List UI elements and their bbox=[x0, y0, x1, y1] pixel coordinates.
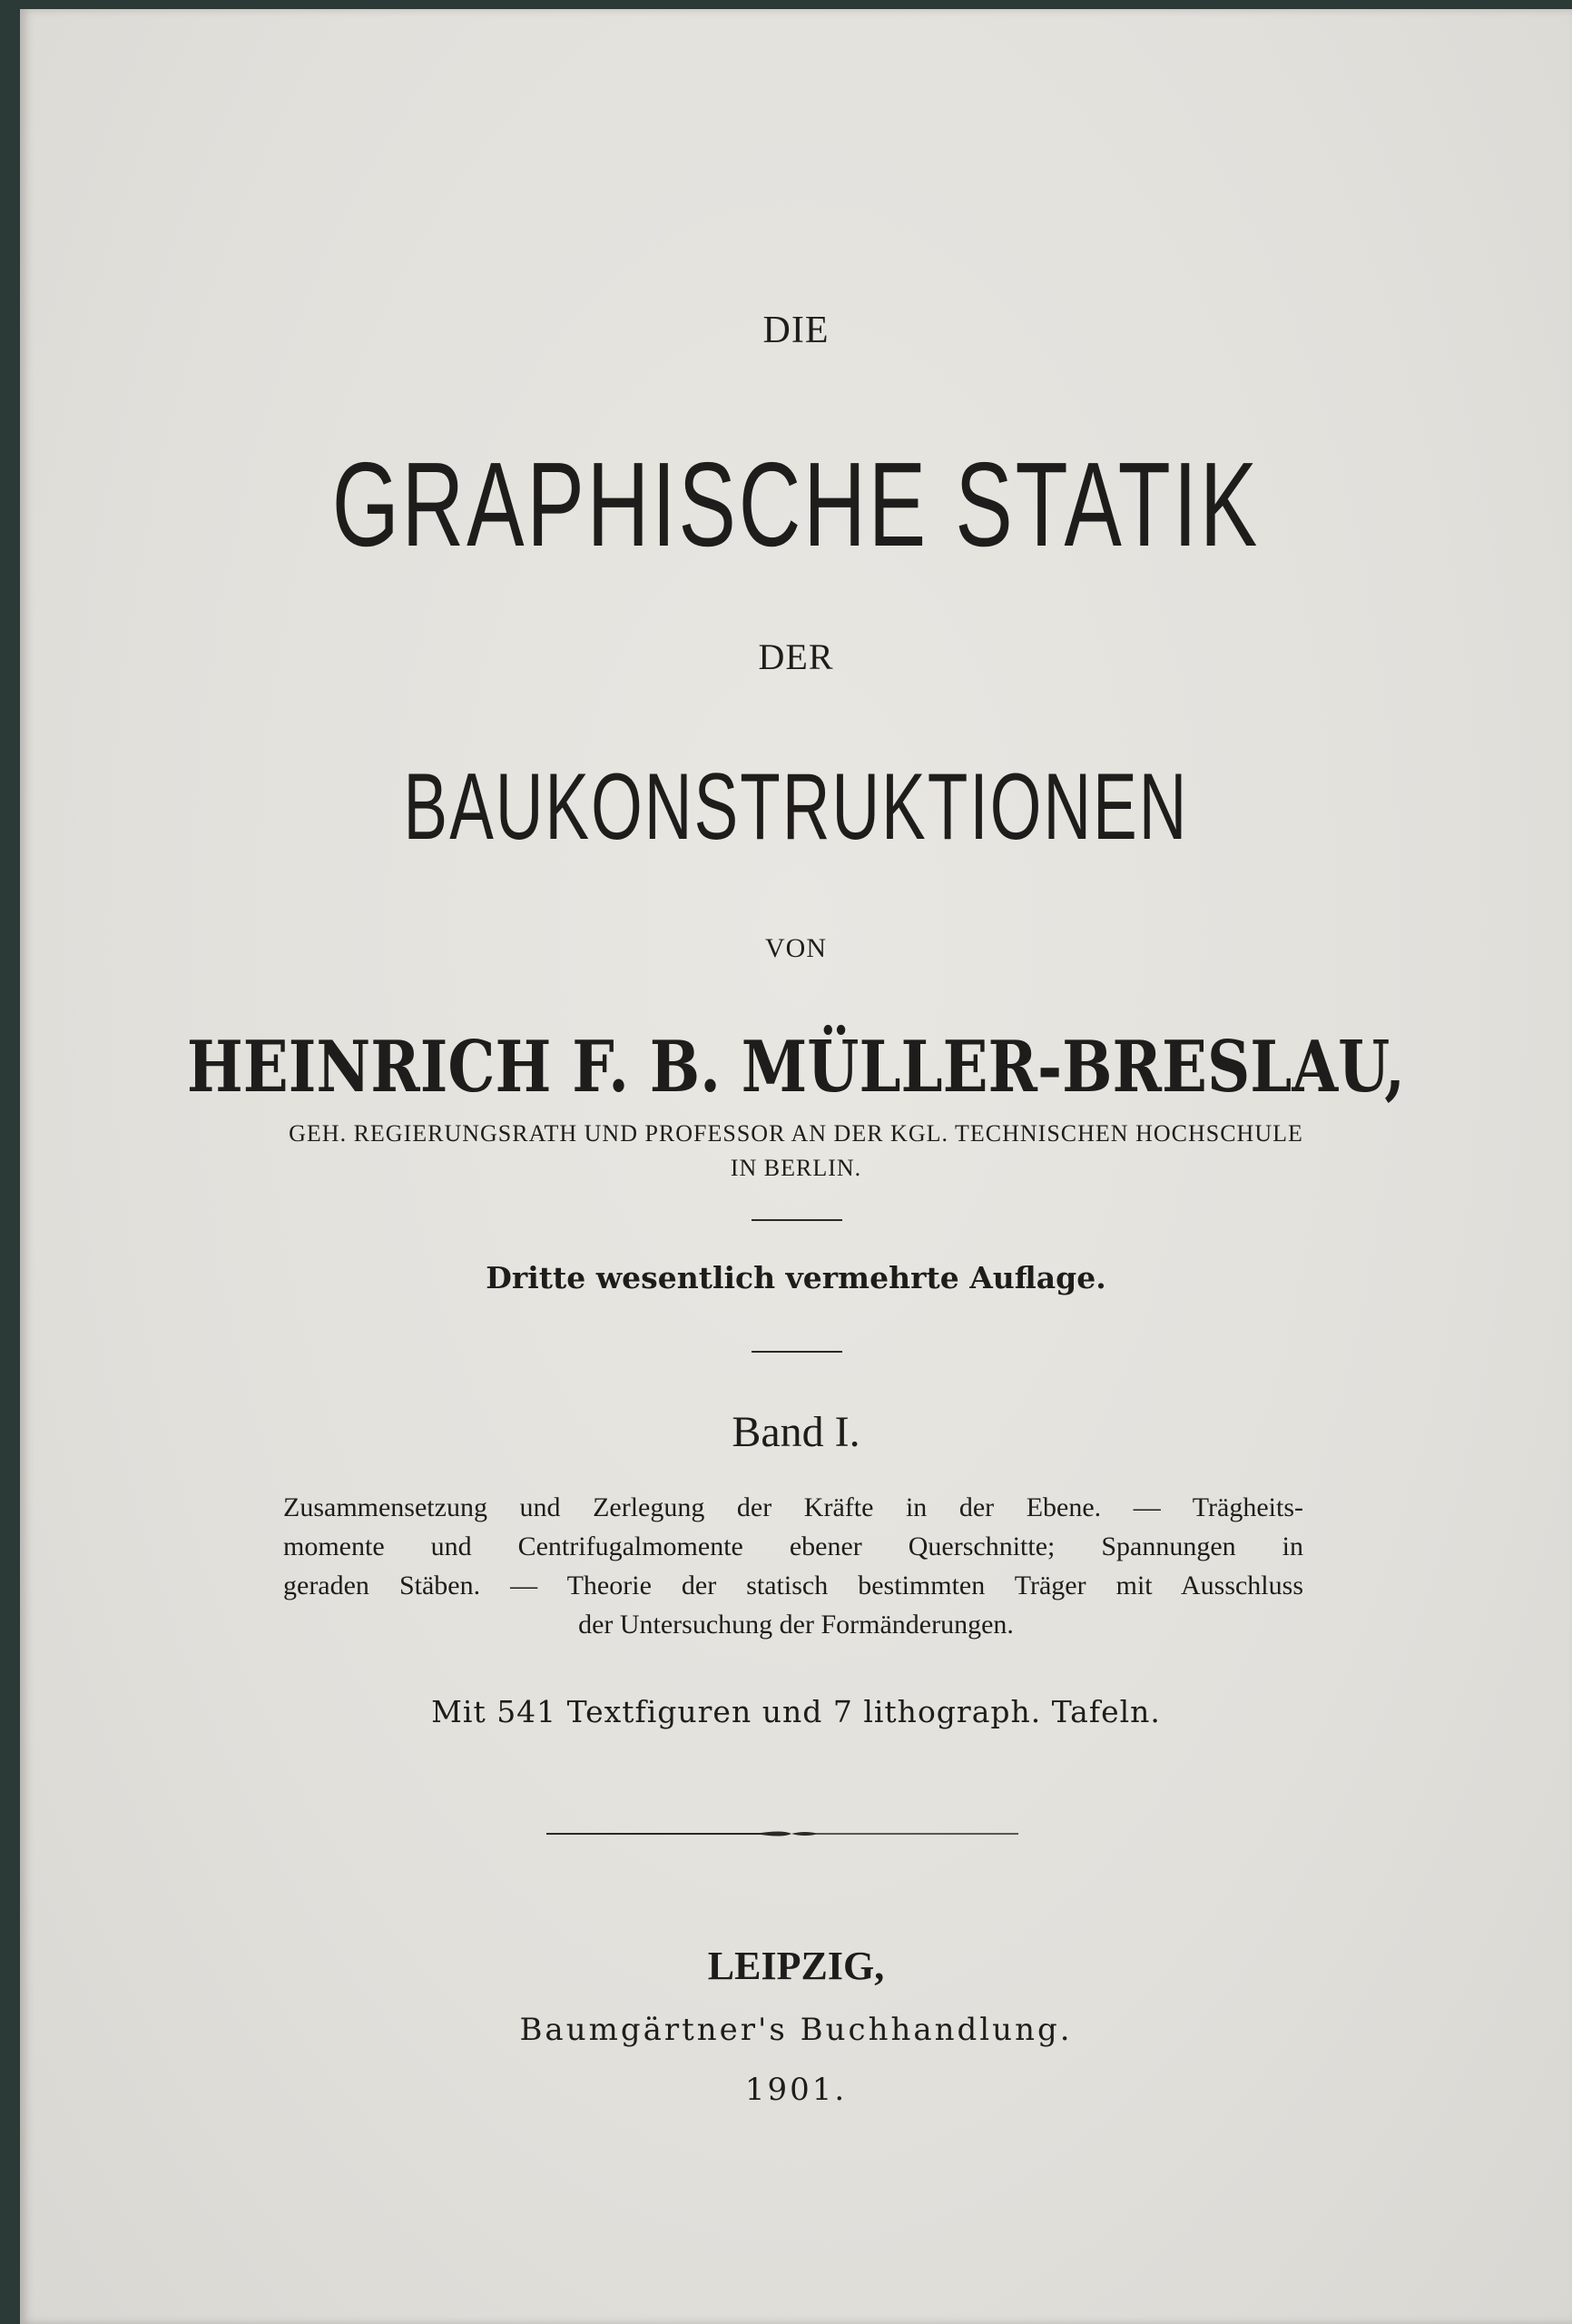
divider-rule bbox=[752, 1219, 842, 1221]
title-connector: DER bbox=[758, 636, 834, 677]
contents-line: geraden Stäben. — Theorie der statisch bestimmten Träger mit Ausschluss bbox=[283, 1571, 1303, 1600]
main-title: GRAPHISCHE STATIK bbox=[331, 438, 1261, 571]
book-title-page bbox=[20, 9, 1572, 2324]
contents-line: der Untersuchung der Formänderungen. bbox=[578, 1610, 1014, 1640]
publication-city: LEIPZIG, bbox=[707, 1944, 885, 1988]
author-affiliation-line1: GEH. REGIERUNGSRATH UND PROFESSOR AN DER KGL. TECHNISCHEN HOCHSCHULE bbox=[289, 1120, 1303, 1147]
publisher-name: Baumgärtner's Buchhandlung. bbox=[519, 2012, 1073, 2048]
by-line: VON bbox=[765, 933, 827, 963]
ornamental-rule bbox=[546, 1827, 1018, 1841]
author-name: HEINRICH F. B. MÜLLER-BRESLAU, bbox=[186, 1026, 1406, 1108]
figures-note: Mit 541 Textfiguren und 7 lithograph. Tafeln. bbox=[431, 1694, 1161, 1729]
author-affiliation-line2: IN BERLIN. bbox=[730, 1155, 862, 1181]
publication-year: 1901. bbox=[744, 2072, 848, 2108]
subtitle: BAUKONSTRUKTIONEN bbox=[403, 754, 1189, 860]
contents-line: momente und Centrifugalmomente ebener Querschnitte; Spannungen in bbox=[283, 1531, 1303, 1561]
contents-line: Zusammensetzung und Zerlegung der Kräfte in der Ebene. — Trägheits- bbox=[283, 1492, 1303, 1522]
volume-label: Band I. bbox=[732, 1408, 860, 1456]
divider-rule bbox=[752, 1351, 842, 1353]
title-prefix: DIE bbox=[762, 310, 830, 351]
edition-statement: Dritte wesentlich vermehrte Auflage. bbox=[486, 1260, 1106, 1295]
